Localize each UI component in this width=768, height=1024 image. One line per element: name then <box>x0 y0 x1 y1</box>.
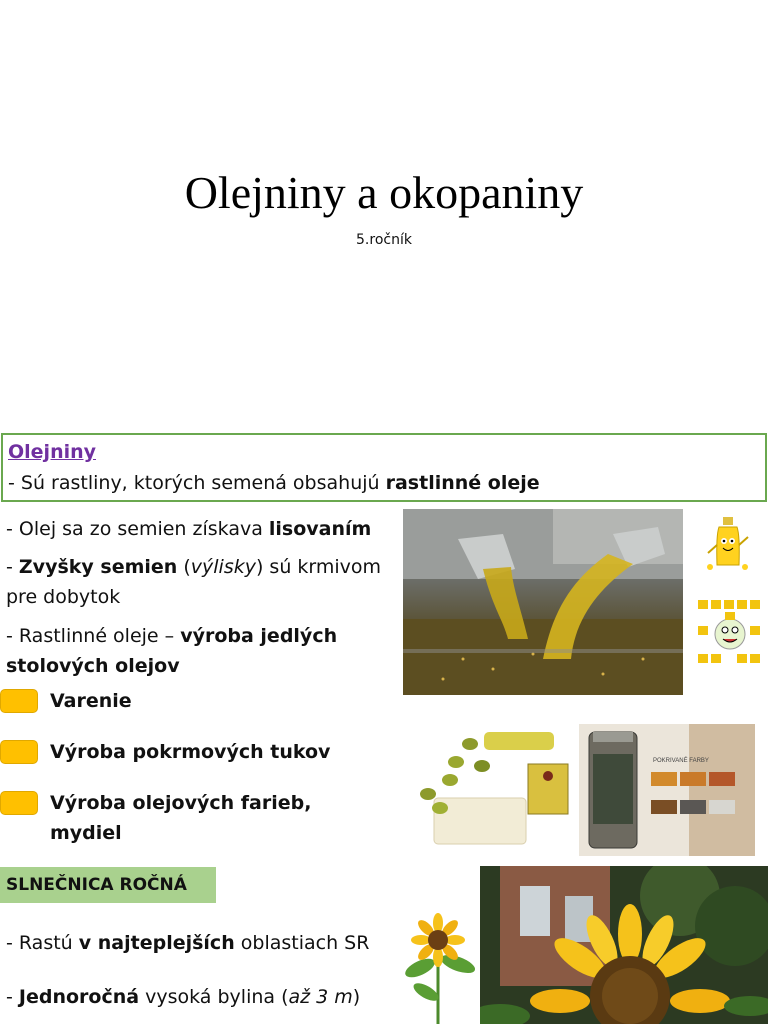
slide-title: Olejniny a okopaniny <box>184 167 584 218</box>
use-fats: Výroba pokrmových tukov <box>50 741 331 763</box>
section-tag-sunflower: SLNEČNICA ROČNÁ <box>0 867 216 903</box>
paint-label: POKRIVANÉ FARBY <box>653 758 709 764</box>
bullet-warm-regions: - Rastú v najteplejších oblastiach SR <box>6 932 370 954</box>
content-slide <box>0 420 768 1024</box>
bullet-edible-oils: - Rastlinné oleje – výroba jedlých stolových olejov <box>6 625 338 677</box>
use-chip <box>0 689 38 713</box>
wood-paint-photo <box>579 724 755 856</box>
definition-heading: Olejniny <box>8 441 97 463</box>
oil-bottle-cartoon-icon <box>700 515 756 571</box>
use-chip <box>0 791 38 815</box>
olives-soap-photo <box>414 728 574 848</box>
use-paints-soaps: Výroba olejových farieb, mydiel <box>50 792 312 844</box>
oil-pouring-photo <box>403 509 683 695</box>
definition-box <box>1 433 767 502</box>
use-chip <box>0 740 38 764</box>
slide-subtitle: 5.ročník <box>356 232 412 248</box>
sunflower-photo <box>480 866 768 1024</box>
bullet-annual-herb: - Jednoročná vysoká bylina (až 3 m) <box>6 986 361 1008</box>
bullet-pressing: - Olej sa zo semien získava lisovaním <box>6 518 372 540</box>
oil-characters-cartoon-icon <box>696 598 762 670</box>
bullet-residues: - Zvyšky semien (výlisky) sú krmivom pre dobytok <box>6 556 382 608</box>
use-cooking: Varenie <box>50 690 132 712</box>
title-slide <box>0 0 768 420</box>
definition-text: - Sú rastliny, ktorých semená obsahujú rastlinné oleje <box>8 472 540 494</box>
sunflower-illustration <box>398 910 480 1024</box>
